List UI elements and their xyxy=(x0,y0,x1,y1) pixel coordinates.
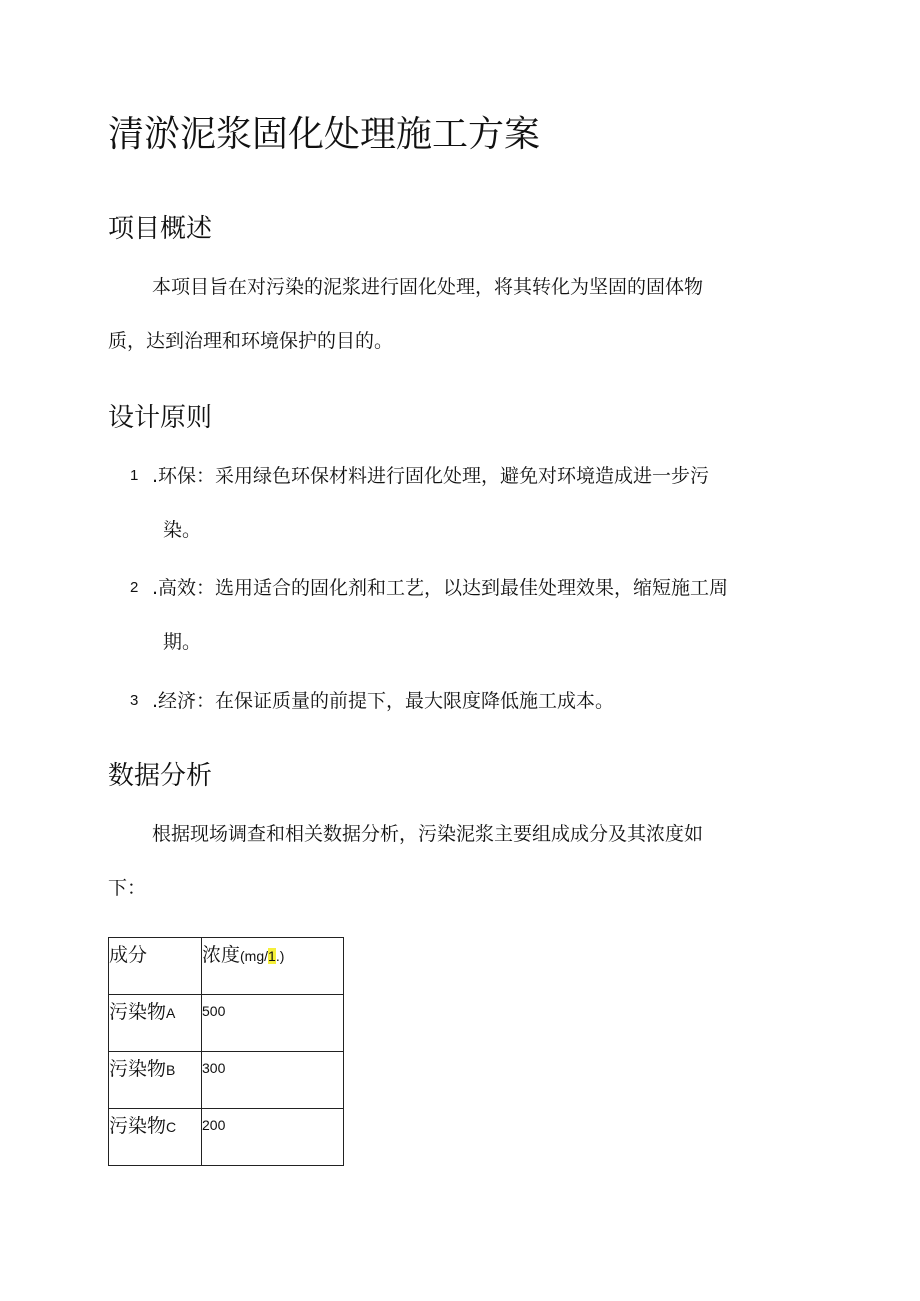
header-cell-concentration: 浓度(mg/1.) xyxy=(202,938,344,995)
unit-text-end: .) xyxy=(275,948,285,964)
document-title: 清淤泥浆固化处理施工方案 xyxy=(108,114,541,155)
section-heading-overview: 项目概述 xyxy=(108,214,213,244)
item-text-line-1: .经济：在保证质量的前提下，最大限度降低施工成本。 xyxy=(152,690,615,712)
header-cell-component: 成分 xyxy=(109,938,202,995)
highlighted-text: 1 xyxy=(268,948,276,964)
value-cell: 200 xyxy=(202,1109,344,1166)
unit-text: (mg/ xyxy=(240,948,269,964)
data-analysis-line-1: 根据现场调查和相关数据分析，污染泥浆主要组成成分及其浓度如 xyxy=(152,823,704,845)
overview-line-2: 质，达到治理和环境保护的目的。 xyxy=(108,330,394,352)
item-text-line-2: 染。 xyxy=(163,519,202,541)
concentration-table xyxy=(108,937,344,1166)
item-text-line-1: .环保：采用绿色环保材料进行固化处理，避免对环境造成进一步污 xyxy=(152,465,710,487)
overview-paragraph xyxy=(108,260,798,368)
section-heading-principles: 设计原则 xyxy=(108,403,213,433)
item-number: 1 xyxy=(130,467,139,484)
table-row xyxy=(109,1052,344,1109)
component-cell: 污染物A xyxy=(109,995,202,1052)
section-heading-data-analysis: 数据分析 xyxy=(108,761,213,791)
value-cell: 300 xyxy=(202,1052,344,1109)
data-analysis-line-2: 下： xyxy=(108,877,147,899)
data-analysis-paragraph xyxy=(108,807,798,915)
item-text-line-2: 期。 xyxy=(163,631,202,653)
table-row xyxy=(109,995,344,1052)
component-cell: 污染物B xyxy=(109,1052,202,1109)
table-header-row xyxy=(109,938,344,995)
component-cell: 污染物C xyxy=(109,1109,202,1166)
overview-line-1: 本项目旨在对污染的泥浆进行固化处理，将其转化为坚固的固体物 xyxy=(152,276,704,298)
item-number: 2 xyxy=(130,579,139,596)
item-number: 3 xyxy=(130,692,139,709)
value-cell: 500 xyxy=(202,995,344,1052)
table-row xyxy=(109,1109,344,1166)
item-text-line-1: .高效：选用适合的固化剂和工艺，以达到最佳处理效果，缩短施工周 xyxy=(152,577,729,599)
